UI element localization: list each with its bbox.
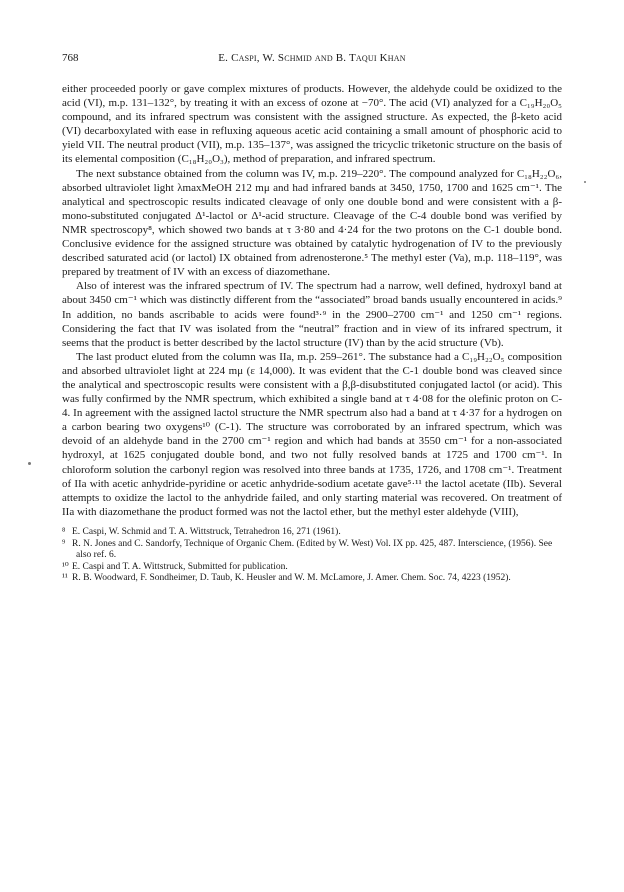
footnote-text: E. Caspi, W. Schmid and T. A. Wittstruck, Tetrahedron 16, 271 (1961).: [72, 526, 341, 537]
footnote-mark: ¹⁰: [62, 561, 69, 572]
page-number: 768: [62, 52, 79, 64]
footnote-text: R. N. Jones and C. Sandorfy, Technique of Organic Chem. (Edited by W. West) Vol. IX pp. 425, 487. Interscience, (1956). See also ref. 6.: [72, 538, 553, 561]
scan-speck: [584, 181, 586, 183]
page-header: [62, 52, 562, 70]
footnote-mark: ⁹: [62, 538, 66, 549]
paragraph: either proceeded poorly or gave complex mixtures of products. However, the aldehyde could be oxidized to the acid (VI), m.p. 131–132°, by treating it with an excess of ozone at −70°. The acid (VI) analyzed for a C₁₉H₂₀O₅ compound, and its infrared spectrum was consistent with the assigned structure. As expected, the β-keto acid (VI) decarboxylated with ease in refluxing aqueous acetic acid containing a small amount of phosphoric acid to yield VII. The neutral product (VII), m.p. 135–137°, was assigned the tricyclic triketonic structure on the basis of its elemental composition (C₁₈H₂₀O₃), method of preparation, and infrared spectrum.: [62, 83, 562, 166]
footnote-mark: ⁸: [62, 526, 66, 537]
footnote: [62, 573, 562, 585]
footnote: [62, 561, 562, 574]
paragraph: The next substance obtained from the column was IV, m.p. 219–220°. The compound analyzed for C₁₈H₂₂O₆, absorbed ultraviolet light λmaxMeOH 212 mμ and had infrared bands at 3450, 1750, 1700 and 1625 cm⁻¹. The analytical and spectroscopic results indicated cleavage of only one double bond and were consistent with a β-mono-substituted conjugated Δ¹-lactol or Δ¹-acid structure. Cleavage of the C-4 double bond was verified by NMR spectroscopy⁸, which showed two bands at τ 3·80 and 4·24 for the two protons on the C-1 double bond. Conclusive evidence for the assigned structure was obtained by catalytic hydrogenation of IV to the previously described saturated acid (or lactol) IX obtained from adrenosterone.⁵ The methyl ester (Va), m.p. 118–119°, was prepared by treatment of IV with an excess of diazomethane.: [62, 167, 562, 279]
journal-page: [62, 52, 562, 585]
footnote-mark: ¹¹: [62, 573, 68, 584]
footnote-text: R. B. Woodward, F. Sondheimer, D. Taub, K. Heusler and W. M. McLamore, J. Amer. Chem. Soc. 74, 4223 (1952).: [72, 573, 511, 584]
footnote: [62, 526, 562, 539]
paragraph: The last product eluted from the column was IIa, m.p. 259–261°. The substance had a C₁₉H₂₂O₅ composition and absorbed ultraviolet light at 224 mμ (ε 14,000). It was evident that the C-1 double bond was cleaved since the analytical and spectroscopic results were consistent with a β,β-disubstituted conjugated lactol (or acid). This was fully confirmed by the NMR spectrum, which exhibited a single band at τ 4·08 for the olefinic proton on C-4. In agreement with the assigned lactol structure the NMR spectrum also had a band at τ 4·37 for a hydrogen on a carbon bearing two oxygens¹⁰ (C-1). The structure was corroborated by an infrared spectrum, which was devoid of an aldehyde band in the 2700 cm⁻¹ region and which had bands at 3550 cm⁻¹ for a non-associated hydroxyl, at 1625 conjugated double bond, and two not fully resolved bands at 1725 and 1700 cm⁻¹. In chloroform solution the carbonyl region was resolved into three bands at 1735, 1726, and 1708 cm⁻¹. Treatment of IIa with acetic anhydride-pyridine or acetic anhydride-sodium acetate gave⁵·¹¹ the lactol acetate (IIb). Several attempts to oxidize the lactol to the anhydride failed, and only starting material was recovered. On treatment of IIa with diazomethane the product formed was not the lactol ether, but the methyl ester aldehyde (VIII),: [62, 350, 562, 518]
scan-speck: [28, 462, 31, 465]
article-body: [62, 82, 562, 519]
footnote: [62, 538, 562, 562]
footnotes: [62, 527, 562, 585]
footnote-text: E. Caspi and T. A. Wittstruck, Submitted for publication.: [72, 561, 288, 572]
paragraph: Also of interest was the infrared spectrum of IV. The spectrum had a narrow, well defined, hydroxyl band at about 3450 cm⁻¹ which was distinctly different from the “associated” broad bands usually encountered in acids.⁹ In addition, no bands ascribable to acids were found³·⁹ in the 2900–2700 cm⁻¹ and 1250 cm⁻¹ regions. Considering the fact that IV was isolated from the “neutral” fraction and in view of its infrared spectrum, it seems that the product is better described by the lactol structure (IV) than by the acid structure (Vb).: [62, 280, 562, 349]
running-head: E. Caspi, W. Schmid and B. Taqui Khan: [218, 52, 406, 64]
